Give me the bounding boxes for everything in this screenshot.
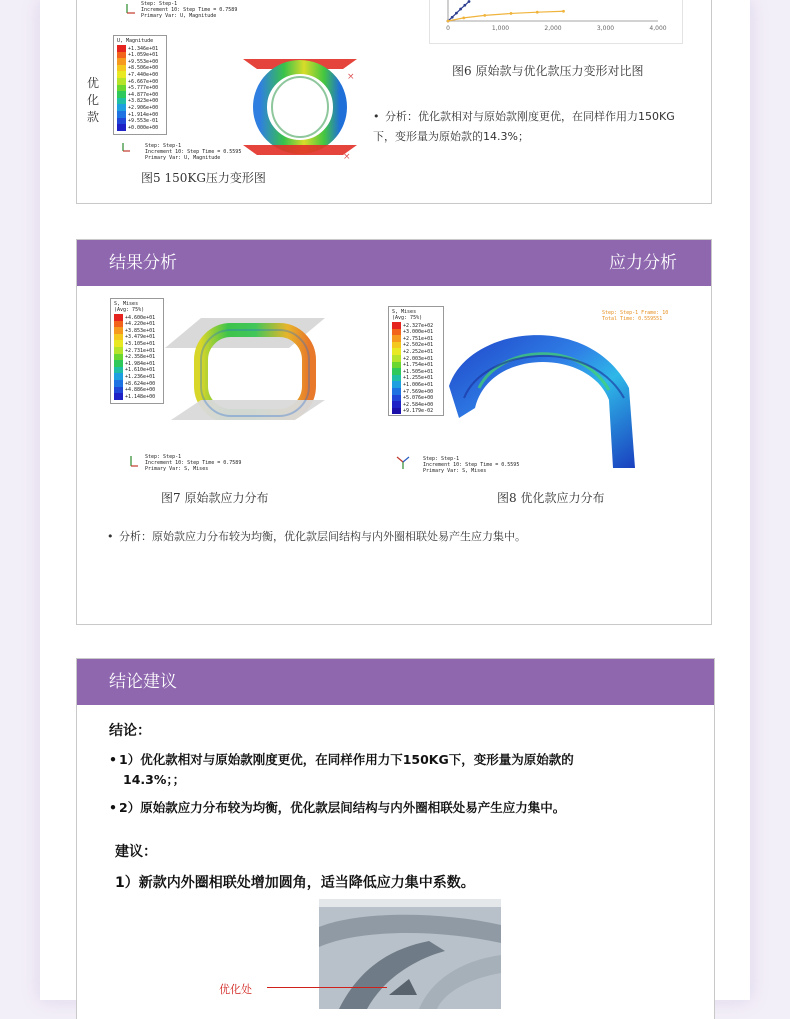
fig8-step-line2: Increment 10: Step Time = 0.5595 (423, 462, 520, 468)
svg-text:×: × (347, 72, 355, 82)
result-analysis-title: 结果分析 (109, 253, 177, 273)
legend-value: +4.600e+01 (125, 314, 156, 321)
legend-value: +2.327e+02 (403, 322, 434, 329)
legend-swatch (117, 52, 126, 59)
fig7-legend-title: S, Mises (114, 301, 139, 307)
legend-swatch (117, 58, 126, 65)
legend-swatch (114, 314, 123, 321)
chart-point (536, 11, 539, 14)
fig5-legend (113, 35, 167, 135)
fig7-caption: 图7 原始款应力分布 (161, 491, 269, 505)
chart-point (463, 4, 466, 7)
fig8-step-line1: Step: Step-1 (423, 456, 460, 462)
legend-swatch (392, 322, 401, 329)
legend-value: +3.823e+00 (128, 98, 159, 105)
legend-swatch (117, 111, 126, 118)
side-label-optimized: 优化款 (87, 76, 100, 124)
page-sheet (40, 0, 750, 1000)
chart-x-tick-label: 1,000 (491, 25, 510, 32)
prev-step-line1: Step: Step-1 (141, 1, 178, 7)
legend-swatch (114, 380, 123, 387)
legend-swatch (392, 388, 401, 395)
callout-label: 优化处 (219, 983, 252, 996)
legend-value: +7.440e+00 (128, 71, 159, 78)
legend-swatch (114, 360, 123, 367)
legend-value: +8.624e+00 (125, 380, 156, 387)
chart-point (462, 16, 465, 19)
chart-point (455, 12, 458, 15)
legend-value: +7.569e+00 (403, 388, 434, 395)
legend-value: +1.236e+01 (125, 373, 156, 380)
legend-swatch (114, 340, 123, 347)
legend-value: +2.252e+01 (403, 348, 434, 355)
cad-render-image (319, 899, 501, 1009)
legend-value: +3.853e+01 (125, 327, 156, 334)
result-analysis-header (77, 240, 711, 286)
fig8-arch-model (439, 318, 639, 468)
legend-swatch (392, 408, 401, 415)
legend-value: +5.777e+00 (128, 85, 159, 92)
chart-point (468, 0, 471, 3)
legend-value: +4.877e+00 (128, 91, 159, 98)
legend-swatch (117, 98, 126, 105)
legend-swatch (114, 327, 123, 334)
fig7-ring-model (161, 300, 333, 420)
fig8-overlay (602, 310, 668, 322)
legend-swatch (114, 373, 123, 380)
legend-swatch (117, 124, 126, 131)
legend-swatch (392, 368, 401, 375)
legend-swatch (392, 342, 401, 349)
legend-value: +2.906e+00 (128, 104, 159, 111)
fig8-legend (388, 306, 444, 416)
prev-step-line2: Increment 10: Step Time = 0.7589 (141, 7, 238, 13)
stress-analysis-title: 应力分析 (609, 253, 677, 273)
legend-swatch (392, 362, 401, 369)
conclusion-point-2: • 2）原始款应力分布较为均衡，优化款层间结构与内外圈相联处易产生应力集中。 (109, 800, 566, 815)
chart-x-tick-label: 4,000 (649, 25, 667, 32)
legend-value: +1.610e+01 (125, 367, 156, 374)
prev-step-line3: Primary Var: U, Magnitude (141, 13, 217, 19)
fig5-step-line1: Step: Step-1 (145, 143, 182, 149)
chart-point (451, 16, 454, 19)
conclusion-card (76, 658, 715, 1019)
suggestion-1: 1）新款内外圈相联处增加圆角，适当降低应力集中系数。 (115, 875, 475, 891)
fig7-step-line2: Increment 10: Step Time = 0.7589 (145, 460, 242, 466)
legend-swatch (392, 401, 401, 408)
fig8-overlay-line1: Step: Step-1 Frame: 10 (602, 310, 669, 316)
legend-value: +1.505e+01 (403, 368, 434, 375)
fig8-step-line3: Primary Var: S, Mises (423, 468, 487, 474)
axis-triad-icon (119, 141, 133, 155)
svg-text:×: × (343, 152, 351, 161)
legend-value: +1.006e+01 (403, 381, 434, 388)
legend-value: +2.584e+00 (403, 401, 434, 408)
legend-swatch (117, 91, 126, 98)
legend-value: +2.003e+01 (403, 355, 434, 362)
legend-swatch (114, 334, 123, 341)
legend-swatch (117, 78, 126, 85)
legend-swatch (114, 347, 123, 354)
legend-value: +2.502e+01 (403, 342, 434, 349)
chart-point (447, 20, 450, 23)
legend-value: +5.076e+00 (403, 395, 434, 402)
legend-value: +2.751e+01 (403, 335, 434, 342)
fig6-analysis: • 分析：优化款相对与原始款刚度更优，在同样作用力150KG下，变形量为原始款的14.3%； (373, 110, 675, 143)
chart-point (483, 14, 486, 17)
fig6-caption: 图6 原始款与优化款压力变形对比图 (452, 64, 644, 78)
legend-swatch (117, 118, 126, 125)
chart-x-tick-label: 0 (446, 25, 450, 32)
chart-x-tick-label: 3,000 (596, 25, 615, 32)
deformation-card (76, 0, 712, 204)
chart-x-tick-label: 2,000 (544, 25, 562, 32)
legend-value: +1.059e+01 (128, 52, 159, 59)
axis-triad-icon (123, 1, 139, 17)
legend-swatch (392, 355, 401, 362)
legend-value: +2.358e+01 (125, 354, 156, 361)
conclusion-heading: 结论： (109, 723, 151, 739)
chart-point (562, 10, 565, 13)
fig5-legend-title: U, Magnitude (117, 38, 154, 44)
legend-swatch (392, 375, 401, 382)
legend-value: +9.553e-01 (128, 118, 159, 125)
legend-value: +0.000e+00 (128, 124, 159, 131)
legend-value: +1.346e+01 (128, 45, 159, 52)
axis-triad-icon (127, 454, 141, 470)
legend-swatch (392, 395, 401, 402)
fig7-legend (110, 298, 164, 404)
fig5-step-line3: Primary Var: U, Magnitude (145, 155, 221, 161)
legend-swatch (117, 104, 126, 111)
legend-swatch (392, 329, 401, 336)
legend-swatch (114, 387, 123, 394)
fig8-overlay-line2: Total Time: 0.559551 (602, 316, 663, 322)
conclusion-band-title: 结论建议 (109, 672, 177, 692)
legend-swatch (117, 65, 126, 72)
legend-value: +4.886e+00 (125, 387, 156, 394)
fig7-legend-subtitle: (Avg: 75%) (114, 307, 145, 313)
stress-analysis-note: • 分析：原始款应力分布较为均衡，优化款层间结构与内外圈相联处易产生应力集中。 (107, 530, 526, 543)
conclusion-header (77, 659, 714, 705)
legend-value: +4.220e+01 (125, 321, 156, 328)
legend-value: +1.984e+01 (125, 360, 156, 367)
fig8-legend-title: S, Mises (392, 309, 417, 315)
legend-value: +1.255e+01 (403, 375, 434, 382)
legend-swatch (114, 393, 123, 400)
legend-value: +3.105e+01 (125, 340, 156, 347)
fig8-legend-subtitle: (Avg: 75%) (392, 315, 423, 321)
fig7-step-line3: Primary Var: S, Mises (145, 466, 209, 472)
legend-value: +3.000e+01 (403, 329, 434, 336)
legend-swatch (117, 45, 126, 52)
legend-value: +3.479e+01 (125, 334, 156, 341)
result-analysis-card (76, 239, 712, 625)
legend-swatch (114, 321, 123, 328)
chart-series-line-1 (448, 11, 564, 21)
legend-value: +1.914e+00 (128, 111, 159, 118)
fig5-ring-model (235, 53, 365, 161)
fig7-step-line1: Step: Step-1 (145, 454, 182, 460)
legend-value: +1.148e+00 (125, 393, 156, 400)
legend-swatch (114, 354, 123, 361)
legend-swatch (117, 85, 126, 92)
legend-value: +9.179e-02 (403, 408, 434, 415)
legend-swatch (117, 71, 126, 78)
legend-swatch (392, 381, 401, 388)
legend-swatch (114, 367, 123, 374)
fig5-step-line2: Increment 10: Step Time = 0.5595 (145, 149, 242, 155)
legend-value: +9.553e+00 (128, 58, 159, 65)
fig8-caption: 图8 优化款应力分布 (497, 491, 605, 505)
legend-value: +8.506e+00 (128, 65, 159, 72)
conclusion-point-1: • 1）优化款相对与原始款刚度更优，在同样作用力下150KG下，变形量为原始款的 14.3%；； (109, 752, 574, 787)
legend-swatch (392, 335, 401, 342)
chart-point (510, 12, 513, 15)
fig5-caption: 图5 150KG压力变形图 (141, 171, 266, 185)
fig6-chart (429, 0, 683, 44)
legend-value: +6.667e+00 (128, 78, 159, 85)
axis-triad-icon (395, 454, 411, 470)
legend-value: +1.754e+01 (403, 362, 434, 369)
suggestion-heading: 建议： (115, 844, 157, 860)
callout-line (267, 987, 387, 988)
legend-value: +2.731e+01 (125, 347, 156, 354)
legend-swatch (392, 348, 401, 355)
chart-point (459, 8, 462, 11)
